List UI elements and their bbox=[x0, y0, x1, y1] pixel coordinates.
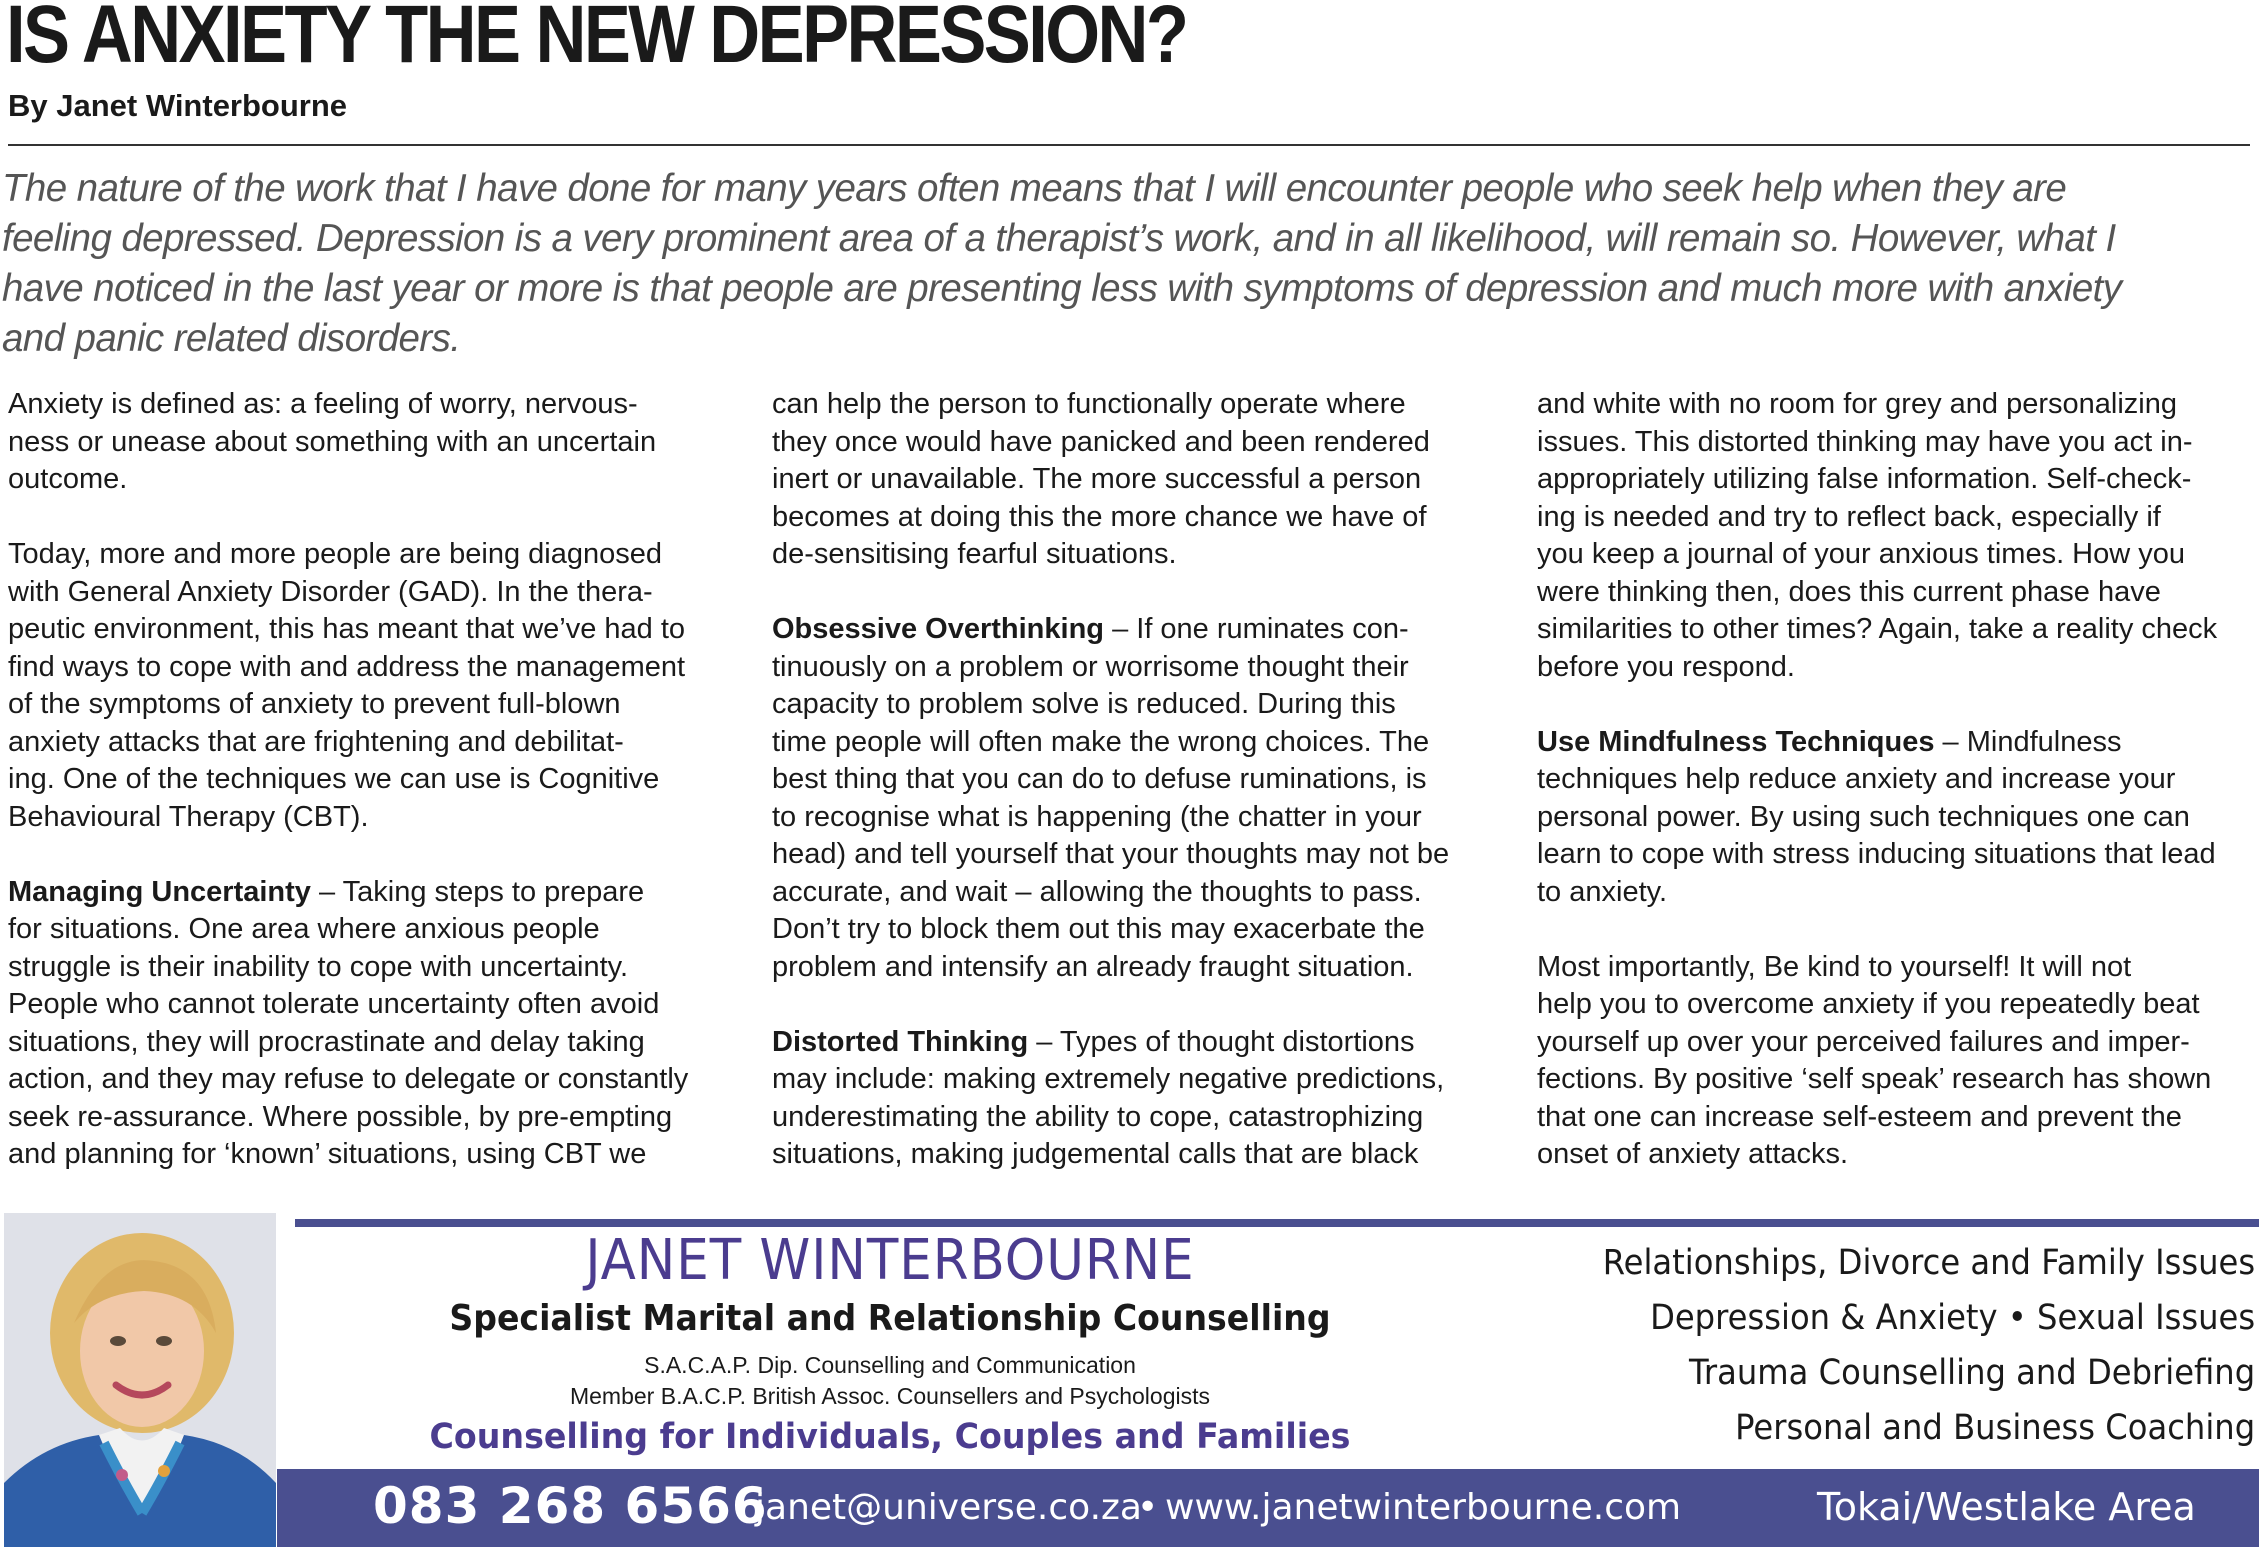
text-line: accurate, and wait – allowing the thoughts to pass. bbox=[772, 875, 1422, 908]
text-line: tinuously on a problem or worrisome thought their bbox=[772, 650, 1409, 683]
article-column-2 bbox=[772, 386, 1512, 1174]
ad-contact-bar bbox=[277, 1469, 2259, 1547]
text-line: personal power. By using such techniques one can bbox=[1537, 800, 2190, 833]
paragraph-gap bbox=[1537, 686, 2259, 724]
text-line: learn to cope with stress inducing situations that lead bbox=[1537, 838, 2216, 870]
article-column-3 bbox=[1537, 386, 2259, 1174]
text-run: – Mindfulness bbox=[1934, 725, 2122, 758]
service-item: Depression & Anxiety • Sexual Issues bbox=[1649, 1298, 2255, 1338]
text-line: fections. By positive ‘self speak’ research has shown bbox=[1537, 1063, 2212, 1095]
text-line: struggle is their inability to cope with uncertainty. bbox=[8, 950, 629, 983]
article-title: IS ANXIETY THE NEW DEPRESSION? bbox=[6, 0, 1187, 80]
text-line bbox=[1537, 724, 2259, 762]
text-line bbox=[8, 874, 748, 912]
ad-credential: Member B.A.C.P. British Assoc. Counsellers and Psychologists bbox=[569, 1383, 1210, 1409]
intro-line: feeling depressed. Depression is a very prominent area of a therapist’s work, and in all likelihood, will remain so. However, what I bbox=[2, 217, 2116, 260]
service-area: Tokai/Westlake Area bbox=[1817, 1485, 2196, 1529]
text-line: to anxiety. bbox=[1537, 875, 1668, 908]
text-line: Don’t try to block them out this may exacerbate the bbox=[772, 913, 1425, 945]
text-line: action, and they may refuse to delegate or constantly bbox=[8, 1063, 689, 1095]
paragraph-gap bbox=[8, 499, 748, 537]
text-line: Anxiety is defined as: a feeling of worry, nervous- bbox=[8, 388, 638, 420]
text-line: onset of anxiety attacks. bbox=[1537, 1138, 1849, 1170]
service-item: Relationships, Divorce and Family Issues bbox=[1602, 1243, 2255, 1283]
intro-line: have noticed in the last year or more is that people are presenting less with symptoms of depression and much more with anxiety bbox=[2, 267, 2122, 310]
ad-specialty: Specialist Marital and Relationship Counselling bbox=[449, 1298, 1331, 1339]
text-line: ing. One of the techniques we can use is Cognitive bbox=[8, 763, 660, 795]
text-line: and white with no room for grey and personalizing bbox=[1537, 388, 2177, 420]
text-line: ness or unease about something with an uncertain bbox=[8, 425, 657, 458]
section-heading-mindfulness: Use Mindfulness Techniques bbox=[1537, 725, 1935, 758]
text-line: peutic environment, this has meant that we’ve had to bbox=[8, 613, 686, 645]
text-line: best thing that you can do to defuse ruminations, is bbox=[772, 763, 1427, 795]
text-line: Behavioural Therapy (CBT). bbox=[8, 800, 369, 833]
portrait-illustration bbox=[4, 1213, 276, 1547]
ad-services-list bbox=[1603, 1236, 2255, 1456]
text-line: help you to overcome anxiety if you repeatedly beat bbox=[1537, 988, 2200, 1020]
text-run: – If one ruminates con- bbox=[1104, 613, 1409, 645]
text-run: – Taking steps to prepare bbox=[310, 875, 645, 908]
divider bbox=[8, 144, 2250, 146]
text-line: underestimating the ability to cope, catastrophizing bbox=[772, 1100, 1424, 1133]
text-line: can help the person to functionally operate where bbox=[772, 388, 1406, 420]
text-line: appropriately utilizing false information. Self-check- bbox=[1537, 463, 2192, 495]
section-heading-obsessive-overthinking: Obsessive Overthinking bbox=[772, 613, 1105, 645]
text-line: situations, they will procrastinate and delay taking bbox=[8, 1025, 645, 1058]
text-line: techniques help reduce anxiety and increase your bbox=[1537, 763, 2176, 795]
text-line: for situations. One area where anxious people bbox=[8, 913, 600, 945]
website-url: www.janetwinterbourne.com bbox=[1165, 1487, 1682, 1528]
text-line: seek re-assurance. Where possible, by pre-empting bbox=[8, 1100, 673, 1133]
intro-line: and panic related disorders. bbox=[2, 317, 461, 360]
text-line: Most importantly, Be kind to yourself! It will not bbox=[1537, 950, 2132, 983]
text-line: capacity to problem solve is reduced. During this bbox=[772, 688, 1396, 720]
paragraph-gap bbox=[8, 836, 748, 874]
text-run: – Types of thought distortions bbox=[1028, 1025, 1415, 1058]
ad-credential: S.A.C.A.P. Dip. Counselling and Communication bbox=[644, 1352, 1136, 1378]
service-item: Personal and Business Coaching bbox=[1735, 1408, 2255, 1448]
paragraph-gap bbox=[1537, 911, 2259, 949]
text-line: before you respond. bbox=[1537, 650, 1795, 683]
text-line: head) and tell yourself that your thoughts may not be bbox=[772, 838, 1450, 870]
text-line: inert or unavailable. The more successful a person bbox=[772, 463, 1422, 495]
paragraph-gap bbox=[772, 574, 1512, 612]
text-line: find ways to cope with and address the management bbox=[8, 650, 686, 683]
article-column-1 bbox=[8, 386, 748, 1174]
text-line: you keep a journal of your anxious times. How you bbox=[1537, 538, 2186, 570]
text-line: yourself up over your perceived failures and imper- bbox=[1537, 1025, 2190, 1058]
text-line: situations, making judgemental calls that are black bbox=[772, 1138, 1419, 1170]
service-item: Trauma Counselling and Debriefing bbox=[1688, 1353, 2255, 1393]
email-address: janet@universe.co.za bbox=[755, 1487, 1142, 1528]
text-line: issues. This distorted thinking may have you act in- bbox=[1537, 425, 2193, 458]
phone-number: 083 268 6566 bbox=[373, 1477, 768, 1535]
text-line: outcome. bbox=[8, 463, 128, 495]
text-line: People who cannot tolerate uncertainty often avoid bbox=[8, 988, 660, 1020]
text-line: they once would have panicked and been rendered bbox=[772, 425, 1430, 458]
text-line: and planning for ‘known’ situations, using CBT we bbox=[8, 1138, 647, 1170]
intro-paragraph bbox=[2, 164, 2252, 364]
bullet-separator: • bbox=[1137, 1487, 1159, 1528]
author-photo bbox=[4, 1213, 276, 1547]
text-line: de-sensitising fearful situations. bbox=[772, 538, 1177, 570]
paragraph-gap bbox=[772, 986, 1512, 1024]
text-line: becomes at doing this the more chance we have of bbox=[772, 500, 1427, 533]
ad-tagline: Counselling for Individuals, Couples and Families bbox=[429, 1417, 1351, 1457]
text-line: may include: making extremely negative predictions, bbox=[772, 1063, 1445, 1095]
text-line bbox=[772, 1024, 1512, 1062]
text-line: with General Anxiety Disorder (GAD). In the thera- bbox=[8, 575, 653, 608]
section-heading-managing-uncertainty: Managing Uncertainty bbox=[8, 875, 311, 908]
ad-counsellor-name: JANET WINTERBOURNE bbox=[585, 1228, 1195, 1293]
text-line: Today, more and more people are being diagnosed bbox=[8, 538, 663, 570]
text-line: to recognise what is happening (the chatter in your bbox=[772, 800, 1422, 833]
text-line bbox=[772, 611, 1512, 649]
intro-line: The nature of the work that I have done for many years often means that I will encounter people who seek help when they are bbox=[2, 167, 2067, 210]
section-heading-distorted-thinking: Distorted Thinking bbox=[772, 1025, 1029, 1058]
text-line: ing is needed and try to reflect back, especially if bbox=[1537, 500, 2161, 533]
text-line: of the symptoms of anxiety to prevent full-blown bbox=[8, 688, 621, 720]
ad-top-bar bbox=[295, 1219, 2259, 1227]
text-line: similarities to other times? Again, take a reality check bbox=[1537, 613, 2218, 645]
text-line: problem and intensify an already fraught situation. bbox=[772, 950, 1414, 983]
text-line: anxiety attacks that are frightening and debilitat- bbox=[8, 725, 624, 758]
text-line: that one can increase self-esteem and prevent the bbox=[1537, 1100, 2182, 1133]
byline: By Janet Winterbourne bbox=[8, 88, 348, 123]
text-line: time people will often make the wrong choices. The bbox=[772, 725, 1430, 758]
text-line: were thinking then, does this current phase have bbox=[1537, 575, 2161, 608]
